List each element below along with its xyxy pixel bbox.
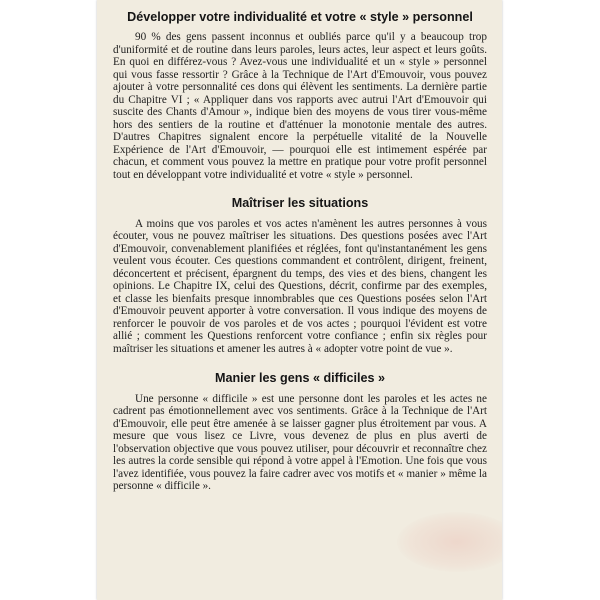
section-title-situations: Maîtriser les situations — [231, 195, 369, 210]
section-title-difficult-people: Manier les gens « difficiles » — [214, 370, 386, 385]
section-title-individuality: Développer votre individualité et votre « style » personnel — [127, 10, 473, 24]
book-page — [97, 0, 502, 600]
faded-stamp-mark — [397, 512, 502, 572]
section-text-situations: A moins que vos paroles et vos actes n'amènent les autres personnes à vous écouter, vous ne pouvez maîtriser les situations. Des questions posées avec l'Art d'Emouvoir, convenablement planifiées et réglées, font qu'instantanément les gens veulent vous écouter. Ces questions commandent et contrôlent, dirigent, freinent, déconcertent et précisent, épargnent du temps, des vies et des biens, changent les opinions. Le Chapitre IX, celui des Questions, décrit, confirme par des exemples, et classe les bienfaits presque innombrables que ces Questions posées selon l'Art d'Emouvoir peuvent apporter à votre conversation. Il vous indique des moyens de renforcer le pouvoir de vos paroles et de vos actes ; pourquoi l'évident est votre allié ; comment les Questions renforcent votre confiance ; enfin six règles pour maîtriser les situations et amener les autres à « adopter votre point de vue ». — [113, 217, 487, 356]
page-content — [113, 9, 487, 493]
section-text-difficult-people: Une personne « difficile » est une personne dont les paroles et les actes ne cadrent pas émotionnellement avec vos sentiments. Grâce à la Technique de l'Art d'Emouvoir, elle peut être amenée à se laisser gagner plus étroitement par vous. A mesure que vous lisez ce Livre, vous devenez de plus en plus averti de l'observation objective que vous pouvez utiliser, pour découvrir et reconnaître chez les autres la corde sensible qui répond à votre appel à l'Emotion. Une fois que vous l'avez identifiée, vous pouvez la faire cadrer avec vos motifs et « manier » même la personne « difficile ». — [113, 392, 487, 493]
section-text-individuality: 90 % des gens passent inconnus et oubliés parce qu'il y a beaucoup trop d'uniformité et de routine dans leurs paroles, leurs actes, leur aspect et leurs goûts. En quoi en différez-vous ? Avez-vous une individualité et un « style » personnel qui vous fasse ressortir ? Grâce à la Technique de l'Art d'Emouvoir, vous pouvez ajouter à votre personnalité ces dons qui élèvent les sentiments. La dernière partie du Chapitre VI ; « Appliquer dans vos rapports avec autrui l'Art d'Emouvoir qui suscite des Chants d'Amour », indique bien des moyens de vous tirer vous-même hors des sentiers de la routine et d'atténuer la monotonie mentale des autres. D'autres Chapitres signalent encore la perpétuelle vitalité de la Nouvelle Expérience de l'Art d'Emouvoir, — pourquoi elle est intimement espérée par chacun, et comment vous pouvez la mettre en pratique pour votre profit personnel tout en développant votre individualité et votre « style » personnel. — [113, 31, 487, 182]
